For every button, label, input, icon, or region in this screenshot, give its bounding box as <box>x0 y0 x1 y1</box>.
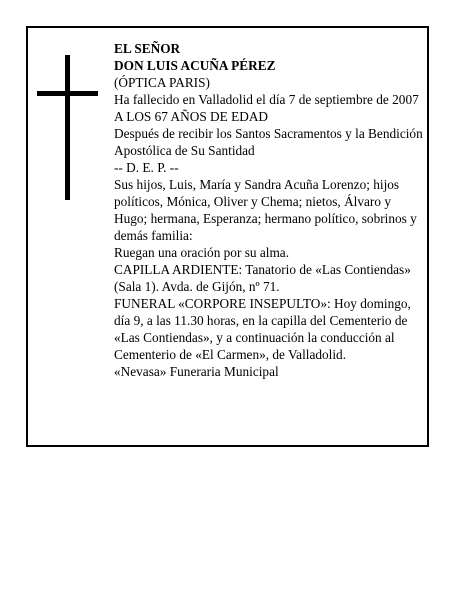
latin-cross-icon <box>37 55 98 200</box>
wake-location: CAPILLA ARDIENTE: Tanatorio de «Las Contiendas» (Sala 1). Avda. de Gijón, nº 71. <box>114 262 411 294</box>
funeral-details: FUNERAL «CORPORE INSEPULTO»: Hoy domingo, día 9, a las 11.30 horas, en la capilla del Cementerio de «Las Contiendas», y a continuación la conducción al Cementerio de «El Carmen», de Valladolid. <box>114 296 411 362</box>
deceased-title: EL SEÑOR <box>114 41 181 56</box>
notice-text <box>114 40 426 380</box>
death-statement: Ha fallecido en Valladolid el día 7 de septiembre de 2007 <box>114 92 419 107</box>
family-list: Sus hijos, Luis, María y Sandra Acuña Lorenzo; hijos políticos, Mónica, Oliver y Chema; nietos, Álvaro y Hugo; hermana, Esperanza; hermano político, sobrinos y demás familia: <box>114 177 417 243</box>
cross-vertical-bar <box>65 55 70 200</box>
sacraments-statement: Después de recibir los Santos Sacramentos y la Bendición Apostólica de Su Santidad <box>114 126 423 158</box>
deceased-business: (ÓPTICA PARIS) <box>114 75 210 90</box>
age-statement: A LOS 67 AÑOS DE EDAD <box>114 109 269 124</box>
deceased-name: DON LUIS ACUÑA PÉREZ <box>114 58 276 73</box>
rip-line: -- D. E. P. -- <box>114 160 179 175</box>
cross-horizontal-bar <box>37 91 98 96</box>
prayer-request: Ruegan una oración por su alma. <box>114 245 290 260</box>
funeral-home: «Nevasa» Funeraria Municipal <box>114 364 279 379</box>
obituary-notice <box>26 26 429 447</box>
